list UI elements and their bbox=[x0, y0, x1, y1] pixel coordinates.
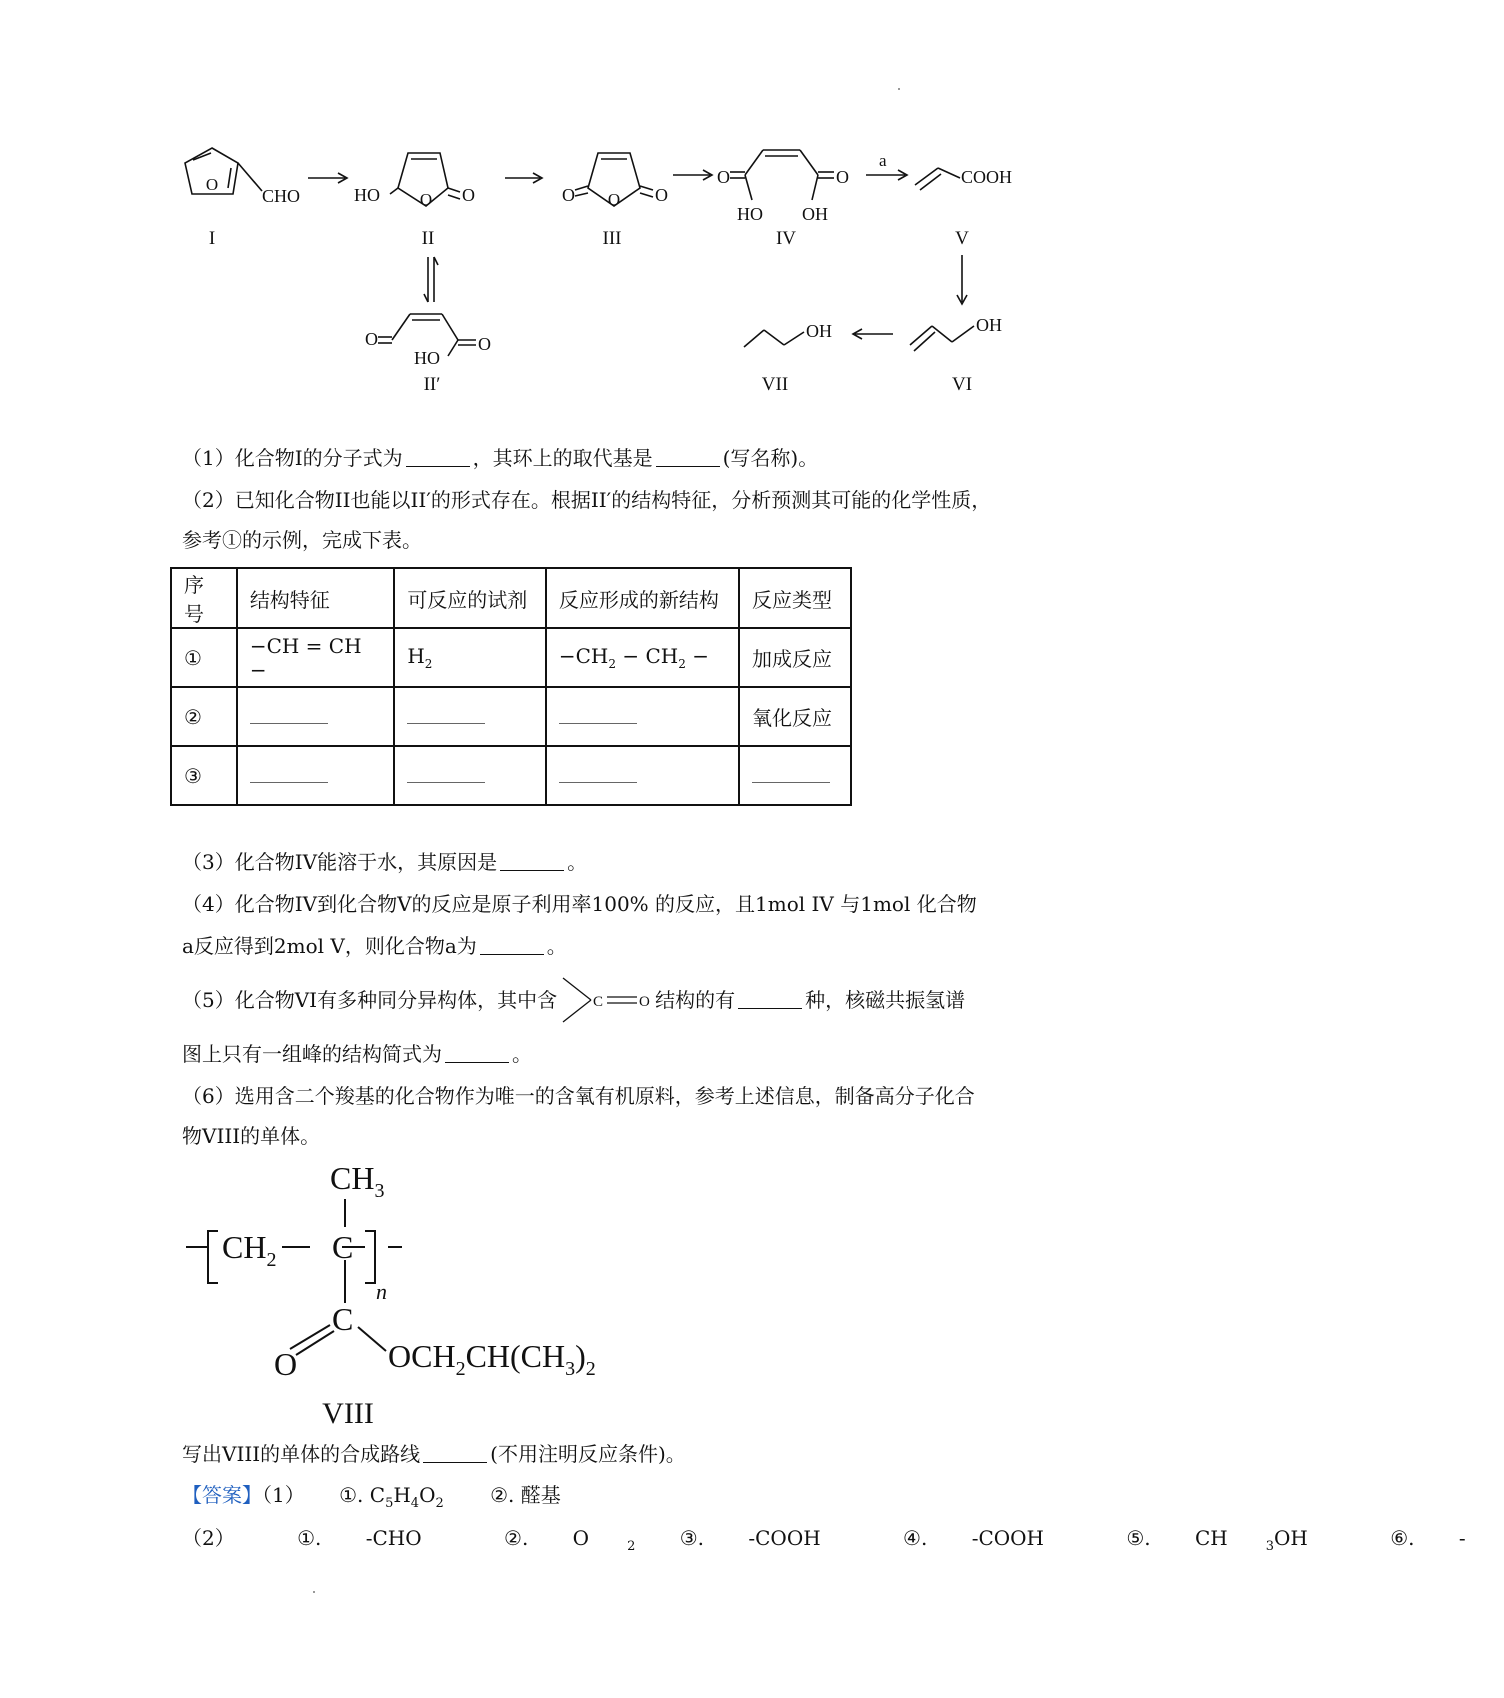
scan-dot bbox=[313, 1591, 315, 1593]
answer-blank[interactable] bbox=[738, 990, 802, 1009]
label-compound-III: III bbox=[602, 228, 622, 249]
question-4-line-1: （4）化合物IV到化合物V的反应是原子利用率100% 的反应，且1mol IV 与1mol 化合物 bbox=[182, 892, 977, 916]
repeat-n: n bbox=[376, 1279, 387, 1304]
answer-blank-cell[interactable] bbox=[546, 687, 739, 746]
backbone-carbon: C bbox=[332, 1229, 354, 1265]
label-compound-VI: VI bbox=[951, 374, 973, 395]
properties-table bbox=[170, 567, 852, 806]
table-header: 反应形成的新结构 bbox=[546, 568, 739, 628]
svg-text:O: O bbox=[639, 994, 650, 1010]
answer-blank-cell[interactable] bbox=[394, 687, 546, 746]
answer-blank[interactable] bbox=[445, 1044, 509, 1063]
row-number: ① bbox=[171, 628, 237, 687]
answer-item: ①. $C_5H_4O_2$ bbox=[339, 1483, 444, 1511]
answer-line-1 bbox=[182, 1481, 561, 1518]
cho-group: CHO bbox=[262, 186, 301, 206]
cooh-group: COOH bbox=[961, 167, 1013, 187]
table-header-row bbox=[171, 568, 851, 628]
svg-text:C: C bbox=[593, 994, 604, 1010]
reagent: $H_2$ bbox=[394, 628, 546, 687]
compound-IV-structure bbox=[730, 150, 834, 200]
q1-text: (写名称)。 bbox=[722, 446, 819, 470]
oh-group: HO bbox=[737, 204, 763, 224]
answer-line-2 bbox=[182, 1524, 1504, 1561]
question-2-line-1: （2）已知化合物II也能以II′的形式存在。根据II′的结构特征，分析预测其可能的化学性质， bbox=[182, 488, 992, 512]
ho-group: HO bbox=[354, 185, 380, 205]
label-compound-VII: VII bbox=[761, 374, 789, 395]
answer-item: ①. -CHO bbox=[297, 1526, 422, 1550]
compound-I-structure bbox=[185, 148, 262, 194]
carbonyl-oxygen: O bbox=[836, 167, 849, 187]
label-compound-IV: IV bbox=[775, 228, 797, 249]
carbonyl-oxygen: O bbox=[462, 185, 475, 205]
reaction-scheme bbox=[0, 0, 1200, 420]
structure-feature: −CH = CH − bbox=[237, 628, 395, 687]
label-compound-I: I bbox=[208, 228, 216, 249]
right-bracket bbox=[365, 1231, 375, 1283]
row-number: ③ bbox=[171, 746, 237, 805]
carbonyl-structure-icon bbox=[557, 986, 655, 1014]
table-row bbox=[171, 628, 851, 687]
question-2-line-2: 参考①的示例，完成下表。 bbox=[182, 528, 422, 552]
ch2-group: $CH_2$ bbox=[222, 1229, 277, 1271]
row-number: ② bbox=[171, 687, 237, 746]
table-row bbox=[171, 687, 851, 746]
compound-VII-structure bbox=[744, 330, 804, 347]
q1-text: （1）化合物I的分子式为 bbox=[182, 446, 403, 470]
answer-q1-number: （1） bbox=[262, 1483, 305, 1507]
left-bracket bbox=[208, 1231, 218, 1283]
methyl-group: $CH_3$ bbox=[330, 1160, 385, 1202]
answer-item: ⑥. - bbox=[1390, 1526, 1466, 1550]
aldehyde-oxygen: O bbox=[365, 329, 378, 349]
table-header: 序号 bbox=[171, 568, 237, 628]
label-compound-VIII: VIII bbox=[322, 1397, 374, 1430]
equilibrium-arrows bbox=[424, 257, 438, 302]
question-5-line-1: （5）化合物VI有多种同分异构体，其中含 C O 结构的有 种，核磁共振氢谱 bbox=[182, 986, 965, 1014]
table-header: 反应类型 bbox=[739, 568, 851, 628]
polymer-VIII-structure bbox=[170, 1155, 650, 1430]
answer-item: ②. 醛基 bbox=[490, 1483, 561, 1507]
label-compound-V: V bbox=[955, 228, 969, 249]
answer-item: ②. O $_2$ bbox=[504, 1526, 636, 1554]
carbonyl-oxygen: O bbox=[478, 334, 491, 354]
oh-group: OH bbox=[806, 321, 832, 341]
oh-group: OH bbox=[976, 315, 1002, 335]
answer-tag: 【答案】 bbox=[182, 1483, 262, 1507]
table-header: 可反应的试剂 bbox=[394, 568, 546, 628]
answer-blank[interactable] bbox=[480, 936, 544, 955]
compound-V-structure bbox=[915, 168, 960, 190]
answer-blank-cell[interactable] bbox=[237, 746, 395, 805]
question-3: （3）化合物IV能溶于水，其原因是 。 bbox=[182, 850, 588, 874]
reaction-type: 加成反应 bbox=[739, 628, 851, 687]
carbonyl-carbon: C bbox=[332, 1301, 354, 1337]
question-7: 写出VIII的单体的合成路线 (不用注明反应条件)。 bbox=[182, 1442, 686, 1466]
answer-blank-cell[interactable] bbox=[394, 746, 546, 805]
ho-group: HO bbox=[414, 348, 440, 368]
answer-item: ③. -COOH bbox=[679, 1526, 821, 1550]
answer-blank-cell[interactable] bbox=[546, 746, 739, 805]
carbonyl-oxygen: O bbox=[655, 185, 668, 205]
oh-group: OH bbox=[802, 204, 828, 224]
furan-oxygen: O bbox=[205, 175, 219, 194]
ring-oxygen: O bbox=[607, 190, 621, 209]
carbonyl-oxygen: O bbox=[562, 185, 575, 205]
q1-text: ，其环上的取代基是 bbox=[472, 446, 653, 470]
ring-oxygen: O bbox=[419, 190, 433, 209]
answer-blank[interactable] bbox=[406, 448, 470, 467]
answer-item: ④. -COOH bbox=[903, 1526, 1044, 1550]
carbonyl-oxygen: O bbox=[274, 1346, 298, 1382]
question-1 bbox=[182, 444, 818, 472]
reagent-a: a bbox=[879, 151, 887, 170]
answer-blank-cell[interactable] bbox=[237, 687, 395, 746]
carbonyl-oxygen: O bbox=[717, 167, 730, 187]
answer-blank[interactable] bbox=[500, 852, 564, 871]
answer-blank[interactable] bbox=[423, 1444, 487, 1463]
label-compound-II-prime: II′ bbox=[423, 374, 441, 395]
compound-VI-structure bbox=[910, 326, 974, 351]
question-6-line-1: （6）选用含二个羧基的化合物作为唯一的含氧有机原料，参考上述信息，制备高分子化合 bbox=[182, 1084, 975, 1108]
table-header: 结构特征 bbox=[237, 568, 395, 628]
table-row bbox=[171, 746, 851, 805]
reaction-type: 氧化反应 bbox=[739, 687, 851, 746]
question-5-line-2: 图上只有一组峰的结构简式为 。 bbox=[182, 1042, 532, 1066]
answer-blank-cell[interactable] bbox=[739, 746, 851, 805]
question-6-line-2: 物VIII的单体。 bbox=[182, 1124, 321, 1148]
answer-blank[interactable] bbox=[656, 448, 720, 467]
question-4-line-2: a反应得到2mol V，则化合物a为 。 bbox=[182, 934, 567, 958]
label-compound-II: II bbox=[421, 228, 435, 249]
answer-item: ⑤. CH $_3$OH bbox=[1126, 1526, 1308, 1554]
ester-group: $OCH_2CH(CH_3)_2$ bbox=[388, 1338, 596, 1380]
answer-q2-number: （2） bbox=[182, 1526, 235, 1550]
new-structure: $-CH_2 - CH_2$ − bbox=[546, 628, 739, 687]
